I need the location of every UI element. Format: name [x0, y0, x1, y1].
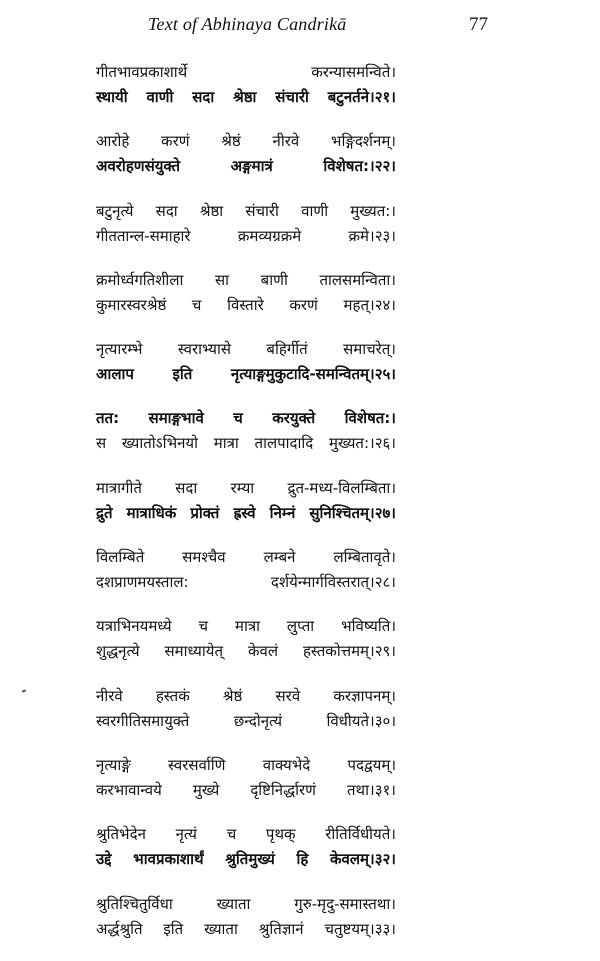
verse-23: [96, 199, 396, 268]
verse-line: यत्राभिनयमध्ये च मात्रा लुप्ता भविष्यति।: [96, 617, 396, 636]
verse-line: कुमारस्वरश्रेष्ठं च विस्तारे करणं महत्।२४।: [96, 295, 396, 314]
verse-line: आलाप इति नृत्याङ्गमुकुटादि-समन्वितम्।२५।: [96, 365, 396, 384]
verse-line: विलम्बिते समश्चैव लम्बने लम्बितावृते।: [96, 548, 396, 567]
verse-line: नृत्याङ्गे स्वरसर्वाणि वाक्यभेदे पदद्वयम्।: [96, 755, 396, 774]
verse-line: स ख्यातोऽभिनयो मात्रा तालपादादि मुख्यत:।२६।: [96, 434, 396, 453]
verse-line: शुद्धनृत्ये समाध्यायेत् केवलं हस्तकोत्तमम्।२९।: [96, 642, 396, 661]
verse-32: [96, 822, 396, 891]
verse-27: [96, 476, 396, 545]
verse-line: गीतभावप्रकाशार्थे करन्यासमन्विते।: [96, 63, 396, 81]
verse-line: नीरवे हस्तकं श्रेष्ठं सरवे करज्ञापनम्।: [96, 686, 396, 705]
verse-line: तत: समाङ्गभावे च करयुक्ते विशेषत:।: [96, 409, 396, 428]
verse-22: [96, 129, 396, 198]
verse-line: नृत्यारम्भे स्वराभ्यासे बहिर्गीतं समाचरेत्।: [96, 340, 396, 359]
verse-line: गीततान्ल-समाहारे क्रमव्यग्रक्रमे क्रमे।२३।: [96, 226, 396, 245]
verse-line: दशप्राणमयस्ताल: दर्शयेन्मार्गविस्तरात्।२८।: [96, 573, 396, 592]
verse-line: करभावान्वये मुख्ये दृष्टिनिर्द्धारणं तथा।३१।: [96, 780, 396, 799]
verse-line: उद्दे भावप्रकाशार्थं श्रुतिमुख्यं हि केवलम्।३२।: [96, 850, 396, 869]
verse-line: द्रुते मात्राधिकं प्रोक्तं ह्रस्वे निम्नं सुनिश्चितम्।२७।: [96, 503, 396, 522]
verse-line: स्थायी वाणी सदा श्रेष्ठा संचारी बटुनर्तने।२१।: [96, 88, 396, 106]
verse-line: श्रुतिश्चितुर्विधा ख्याता गुरु-मृदु-समास्तथा।: [96, 894, 396, 913]
verse-list: [96, 60, 396, 961]
verse-26: [96, 406, 396, 475]
running-title: Text of Abhinaya Candrikā: [148, 14, 347, 34]
verse-31: [96, 753, 396, 822]
verse-25: [96, 337, 396, 406]
page-header: [0, 14, 600, 42]
verse-21: [96, 60, 396, 129]
verse-line: मात्रागीते सदा रम्या द्रुत-मध्य-विलम्बिता।: [96, 478, 396, 497]
verse-line: आरोहे करणं श्रेष्ठं नीरवे भङ्गिदर्शनम्।: [96, 132, 396, 151]
verse-24: [96, 268, 396, 337]
verse-28: [96, 545, 396, 614]
verse-30: [96, 684, 396, 753]
verse-line: क्रमोर्ध्वगतिशीला सा बाणी तालसमन्विता।: [96, 270, 396, 289]
page-number: 77: [469, 14, 488, 35]
verse-line: बटुनृत्ये सदा श्रेष्ठा संचारी वाणी मुख्यत:।: [96, 201, 396, 220]
verse-33: [96, 892, 396, 961]
verse-line: अवरोहणसंयुक्ते अङ्गमात्रं विशेषत:।२२।: [96, 157, 396, 176]
stray-mark: [22, 689, 26, 692]
verse-line: अर्द्धश्रुति इति ख्याता श्रुतिज्ञानं चतुष्टयम्।३३।: [96, 919, 396, 938]
verse-29: [96, 614, 396, 683]
verse-line: श्रुतिभेदेन नृत्यं च पृथक् रीतिर्विधीयते।: [96, 825, 396, 844]
verse-line: स्वरगीतिसमायुक्ते छन्दोनृत्यं विधीयते।३०।: [96, 711, 396, 730]
